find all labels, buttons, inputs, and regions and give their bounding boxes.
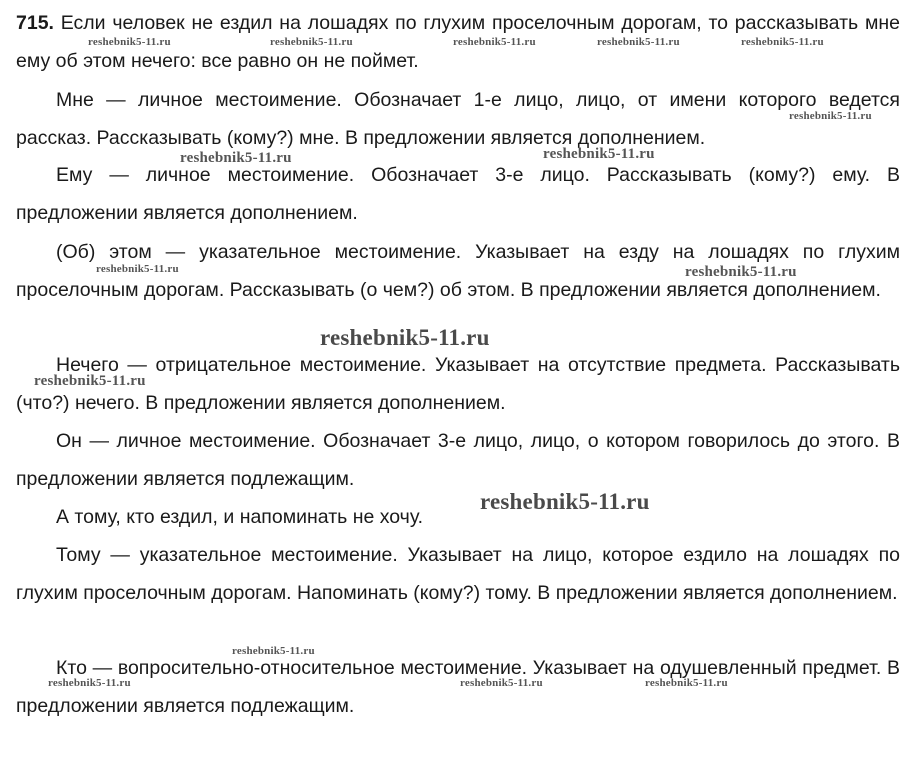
paragraph-tomu: Тому — указательное местоимение. Указывает на лицо, которое ездило на лошадях по глухим проселочным дорогам. Напоминать (кому?) тому. В предложении является дополнением. [16, 544, 900, 604]
watermark: reshebnik5-11.ru [543, 146, 655, 162]
paragraph-mne: Мне — личное местоимение. Обозначает 1-е лицо, лицо, от имени которого ведется рассказ. Рассказывать (кому?) мне. В предложении является дополнением. [16, 89, 900, 149]
watermark: reshebnik5-11.ru [88, 36, 171, 48]
watermark: reshebnik5-11.ru [48, 677, 131, 689]
paragraph-nechego: Нечего — отрицательное местоимение. Указывает на отсутствие предмета. Рассказывать (что?) нечего. В предложении является дополнением. [16, 354, 900, 414]
watermark: reshebnik5-11.ru [741, 36, 824, 48]
watermark: reshebnik5-11.ru [320, 325, 490, 350]
paragraph-on: Он — личное местоимение. Обозначает 3-е лицо, лицо, о котором говорилось до этого. В предложении является подлежащим. [16, 430, 900, 490]
paragraph-kto: Кто — вопросительно-относительное местоимение. Указывает на одушевленный предмет. В предложении является подлежащим. [16, 657, 900, 717]
paragraph-emu: Ему — личное местоимение. Обозначает 3-е лицо. Рассказывать (кому?) ему. В предложении является дополнением. [16, 164, 900, 224]
watermark: reshebnik5-11.ru [685, 264, 797, 280]
watermark: reshebnik5-11.ru [453, 36, 536, 48]
example-sentence: А тому, кто ездил, и напоминать не хочу. [56, 506, 424, 528]
watermark: reshebnik5-11.ru [270, 36, 353, 48]
exercise-number: 715. [16, 12, 54, 34]
paragraph-etom: (Об) этом — указательное местоимение. Указывает на езду на лошадях по глухим проселочным дорогам. Рассказывать (о чем?) об этом. В предложении является дополнением. [16, 241, 900, 301]
watermark: reshebnik5-11.ru [34, 373, 146, 389]
watermark: reshebnik5-11.ru [597, 36, 680, 48]
exercise-text: Если человек не ездил на лошадях по глухим проселочным дорогам, то рассказывать мне ему об этом нечего: все равно он не поймет. [16, 12, 901, 72]
watermark: reshebnik5-11.ru [480, 489, 650, 514]
watermark: reshebnik5-11.ru [460, 677, 543, 689]
watermark: reshebnik5-11.ru [180, 150, 292, 166]
watermark: reshebnik5-11.ru [789, 110, 872, 122]
watermark: reshebnik5-11.ru [645, 677, 728, 689]
watermark: reshebnik5-11.ru [232, 645, 315, 657]
watermark: reshebnik5-11.ru [96, 263, 179, 275]
